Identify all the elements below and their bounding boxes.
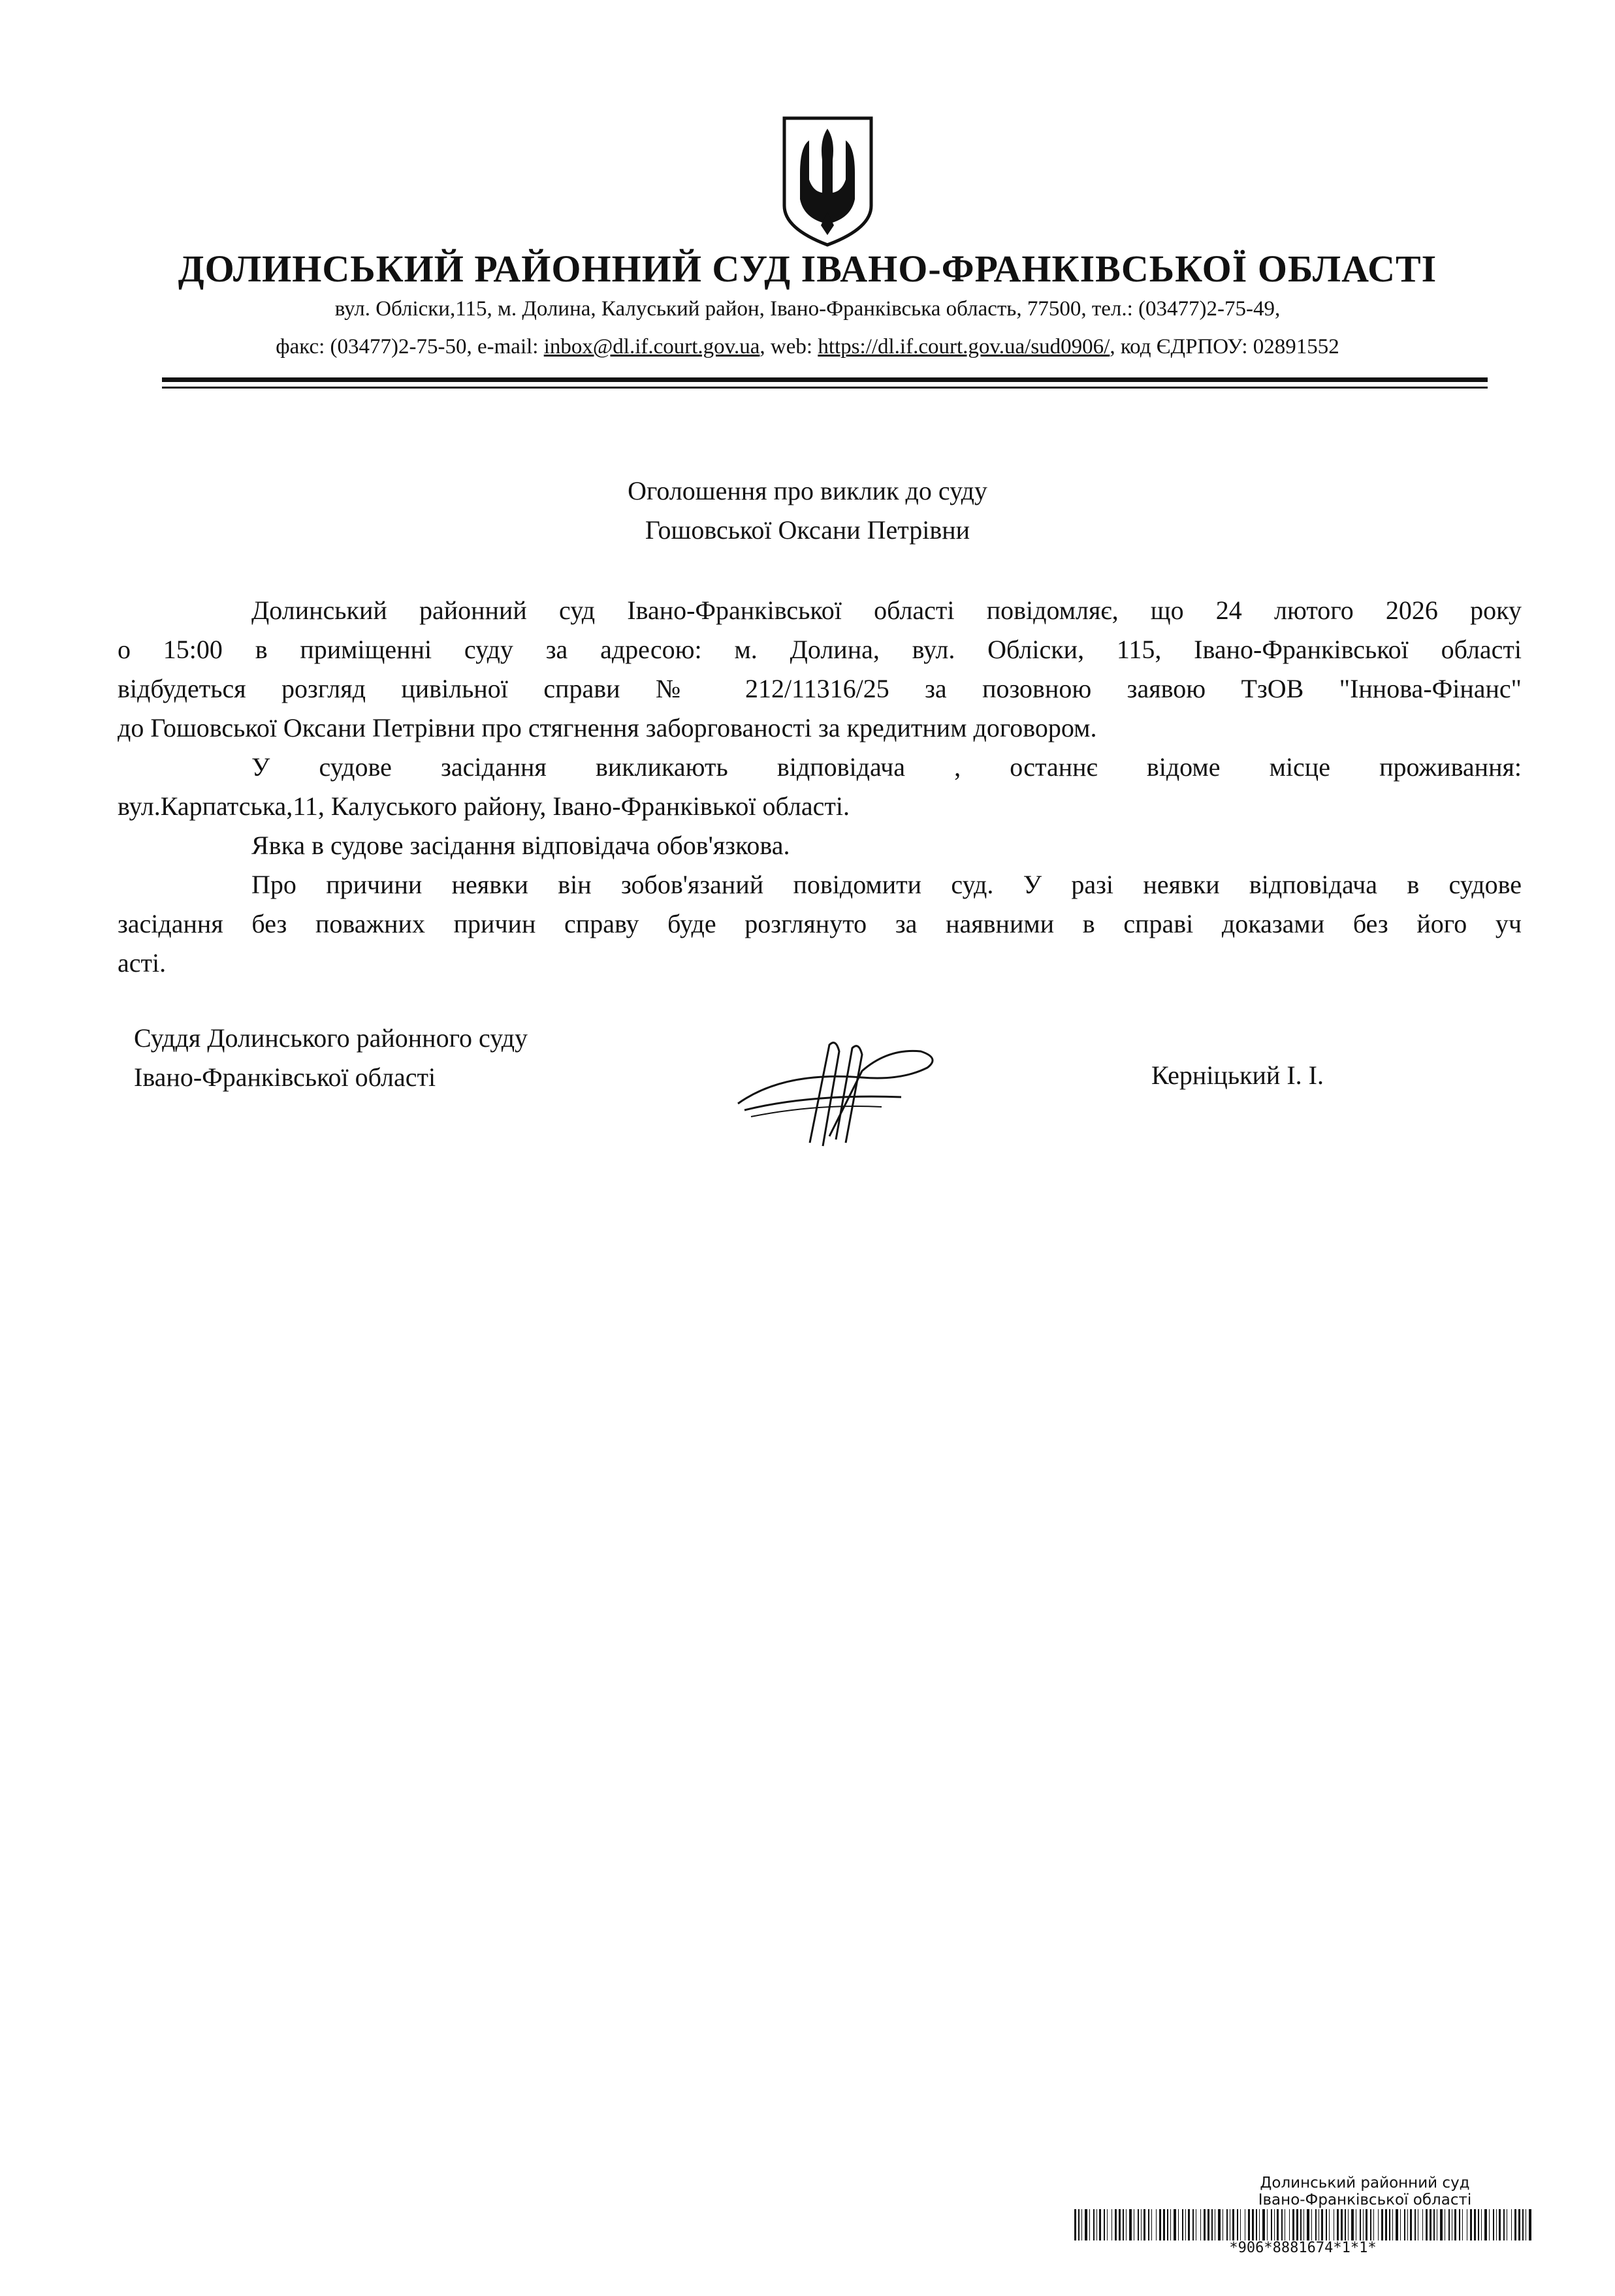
barcode-bar [1503, 2209, 1505, 2240]
paragraph-1-line-4: до Гошовської Оксани Петрівни про стягнення заборгованості за кредитним договором. [118, 713, 1097, 742]
paragraph-2-line-1: У судове засідання викликають відповідача , останнє відоме місце проживання: [251, 752, 1522, 782]
barcode-bar [1289, 2209, 1290, 2240]
header-divider-thin [162, 387, 1488, 389]
barcode-bar [1404, 2209, 1405, 2240]
barcode-bar [1107, 2209, 1108, 2240]
barcode-bar [1440, 2209, 1443, 2240]
barcode-bar [1389, 2209, 1390, 2240]
barcode-bar [1081, 2209, 1082, 2240]
barcode-bar [1151, 2209, 1152, 2240]
paragraph-2-line-2: вул.Карпатська,11, Калуського району, Івано-Франківької області. [118, 791, 850, 821]
barcode-bar [1178, 2209, 1179, 2240]
barcode-bar [1237, 2209, 1238, 2240]
barcode-bar [1493, 2209, 1494, 2240]
court-contacts [0, 335, 1615, 359]
paragraph-1-line-2: о 15:00 в приміщенні суду за адресою: м. Долина, вул. Обліски, 115, Івано-Франківської області [118, 635, 1522, 664]
signer-position-line-1: Суддя Долинського районного суду [134, 1023, 528, 1053]
barcode-bar [1159, 2209, 1161, 2240]
barcode-bar [1078, 2209, 1079, 2240]
barcode-number: *906*8881674*1*1* [1229, 2240, 1377, 2256]
barcode-bar [1143, 2209, 1145, 2240]
barcode-bar [1218, 2209, 1221, 2240]
barcode-bar [1292, 2209, 1294, 2240]
barcode-bar [1185, 2209, 1186, 2240]
barcode-bar [1433, 2209, 1435, 2240]
signer-position-line-2: Івано-Франківської області [134, 1062, 436, 1092]
barcode-bar [1200, 2209, 1201, 2240]
barcode-bar [1496, 2209, 1497, 2240]
notice-title [0, 471, 1615, 550]
email-link[interactable]: inbox@dl.if.court.gov.ua [543, 335, 760, 359]
barcode-bar [1345, 2209, 1346, 2240]
website-link[interactable]: https://dl.if.court.gov.ua/sud0906/ [818, 335, 1110, 359]
notice-title-line-1: Оголошення про виклик до суду [628, 476, 987, 505]
barcode-bar [1277, 2209, 1279, 2240]
barcode-bar [1163, 2209, 1165, 2240]
barcode-bar [1481, 2209, 1482, 2240]
barcode-bar [1489, 2209, 1490, 2240]
barcode-bar [1085, 2209, 1087, 2240]
barcode-bar [1256, 2209, 1257, 2240]
barcode-bar [1096, 2209, 1097, 2240]
signer-position [134, 1019, 528, 1097]
fax-label: факс: (03477)2-75-50, e-mail: [276, 335, 544, 359]
coat-of-arms-icon [780, 114, 875, 248]
barcode-bar [1182, 2209, 1183, 2240]
barcode-bar [1074, 2209, 1076, 2240]
paragraph-4-line-3: асті. [118, 948, 167, 978]
barcode-bar [1170, 2209, 1171, 2240]
barcode-bar [1119, 2209, 1121, 2240]
barcode-bar [1167, 2209, 1168, 2240]
court-title: ДОЛИНСЬКИЙ РАЙОННИЙ СУД ІВАНО-ФРАНКІВСЬКОЇ ОБЛАСТІ [178, 247, 1437, 290]
barcode-bar [1329, 2209, 1330, 2240]
barcode [1074, 2209, 1531, 2240]
barcode-bar [1511, 2209, 1512, 2240]
barcode-bar [1484, 2209, 1487, 2240]
barcode-bar [1522, 2209, 1524, 2240]
barcode-bar [1232, 2209, 1234, 2240]
barcode-bar [1099, 2209, 1101, 2240]
barcode-bar [1252, 2209, 1254, 2240]
barcode-bar [1274, 2209, 1275, 2240]
barcode-bar [1351, 2209, 1354, 2240]
barcode-bar [1300, 2209, 1302, 2240]
barcode-bar [1123, 2209, 1124, 2240]
notice-title-line-2: Гошовської Оксани Петрівни [645, 515, 970, 545]
barcode-bar [1407, 2209, 1408, 2240]
barcode-bar [1529, 2209, 1531, 2240]
barcode-bar [1454, 2209, 1456, 2240]
paragraph-4-line-2: засідання без поважних причин справу буде розглянуто за наявними в справі доказами без його уч [118, 909, 1522, 938]
barcode-bar [1240, 2209, 1241, 2240]
barcode-bar [1518, 2209, 1520, 2240]
edrpou-code: , код ЄДРПОУ: 02891552 [1110, 335, 1339, 359]
barcode-bar [1226, 2209, 1228, 2240]
barcode-bar [1514, 2209, 1516, 2240]
barcode-bar [1341, 2209, 1343, 2240]
footer-court-line-2: Івано-Франківської області [1258, 2192, 1472, 2208]
barcode-bar [1422, 2209, 1423, 2240]
barcode-bar [1370, 2209, 1371, 2240]
barcode-bar [1474, 2209, 1476, 2240]
barcode-bar [1248, 2209, 1250, 2240]
barcode-bar [1378, 2209, 1379, 2240]
barcode-bar [1148, 2209, 1149, 2240]
barcode-bar [1363, 2209, 1364, 2240]
barcode-bar [1141, 2209, 1142, 2240]
paragraph-3: Явка в судове засідання відповідача обов'язкова. [251, 831, 790, 860]
barcode-bar [1470, 2209, 1472, 2240]
barcode-bar [1211, 2209, 1213, 2240]
footer-court-label [1169, 2175, 1561, 2208]
barcode-bar [1385, 2209, 1387, 2240]
barcode-bar [1311, 2209, 1312, 2240]
barcode-bar [1373, 2209, 1374, 2240]
judge-name: Керніцький І. І. [1151, 1060, 1324, 1090]
barcode-bar [1174, 2209, 1176, 2240]
barcode-bar [1381, 2209, 1383, 2240]
barcode-bar [1271, 2209, 1272, 2240]
barcode-bar [1396, 2209, 1398, 2240]
barcode-bar [1415, 2209, 1416, 2240]
paragraph-1-line-1: Долинський районний суд Івано-Франківської області повідомляє, що 24 лютого 2026 року [251, 596, 1522, 625]
barcode-bar [1129, 2209, 1132, 2240]
handwritten-signature [731, 1032, 947, 1149]
barcode-bar [1400, 2209, 1401, 2240]
barcode-bar [1262, 2209, 1265, 2240]
web-label: , web: [760, 335, 818, 359]
barcode-bar [1281, 2209, 1283, 2240]
barcode-bar [1499, 2209, 1501, 2240]
barcode-bar [1392, 2209, 1393, 2240]
barcode-bar [1115, 2209, 1117, 2240]
barcode-bar [1188, 2209, 1190, 2240]
barcode-bar [1426, 2209, 1428, 2240]
barcode-bar [1462, 2209, 1463, 2240]
barcode-bar [1089, 2209, 1090, 2240]
barcode-bar [1478, 2209, 1479, 2240]
barcode-bar [1307, 2209, 1309, 2240]
paragraph-4-line-1: Про причини неявки він зобов'язаний повідомити суд. У разі неявки відповідача в судове [251, 870, 1522, 899]
barcode-bar [1259, 2209, 1260, 2240]
barcode-bar [1104, 2209, 1105, 2240]
barcode-bar [1448, 2209, 1450, 2240]
barcode-bar [1315, 2209, 1317, 2240]
footer-court-line-1: Долинський районний суд [1260, 2175, 1470, 2192]
barcode-bar [1204, 2209, 1206, 2240]
barcode-bar [1093, 2209, 1095, 2240]
barcode-bar [1111, 2209, 1112, 2240]
barcode-bar [1321, 2209, 1323, 2240]
court-address: вул. Обліски,115, м. Долина, Калуський район, Івано-Франківська область, 77500, тел.: (03477)2-75-49, [334, 297, 1281, 321]
notice-body [118, 591, 1522, 983]
barcode-bar [1337, 2209, 1339, 2240]
barcode-bar [1410, 2209, 1412, 2240]
barcode-bar [1267, 2209, 1268, 2240]
barcode-bar [1348, 2209, 1349, 2240]
barcode-bar [1138, 2209, 1139, 2240]
barcode-bar [1156, 2209, 1157, 2240]
barcode-bar [1303, 2209, 1304, 2240]
barcode-bar [1296, 2209, 1298, 2240]
header-divider-thick [162, 377, 1488, 382]
barcode-bar [1360, 2209, 1361, 2240]
barcode-bar [1459, 2209, 1460, 2240]
paragraph-1-line-3: відбудеться розгляд цивільної справи № 212/11316/25 за позовною заявою ТзОВ "Іннова-Фінанс" [118, 674, 1522, 703]
barcode-bar [1207, 2209, 1209, 2240]
barcode-bar [1430, 2209, 1431, 2240]
barcode-bar [1326, 2209, 1327, 2240]
barcode-bar [1126, 2209, 1127, 2240]
barcode-bar [1192, 2209, 1194, 2240]
barcode-bar [1366, 2209, 1367, 2240]
